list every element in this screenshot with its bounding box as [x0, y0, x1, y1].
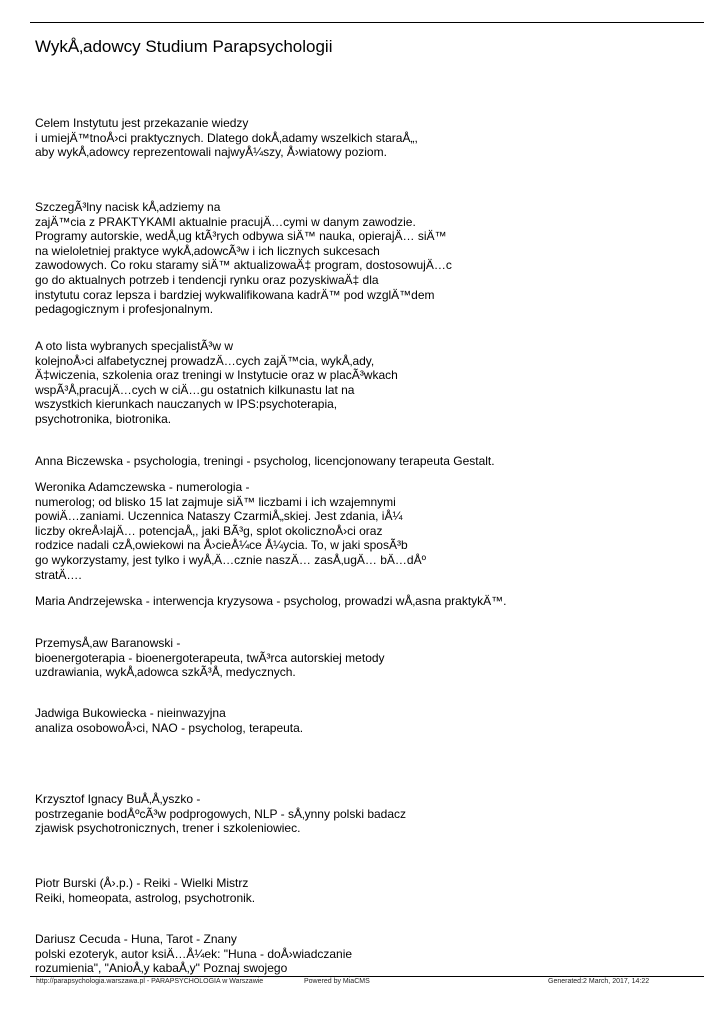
footer-powered-by: Powered by MiaCMS — [304, 978, 370, 985]
lecturer-entry — [35, 636, 385, 680]
lecturer-entry — [35, 876, 255, 905]
text-line: A oto lista wybranych specjalistÃ³w w — [35, 339, 234, 353]
top-rule — [30, 22, 704, 23]
text-line: Maria Andrzejewska - interwencja kryzysowa - psycholog, prowadzi wÅ‚asna praktykÄ™. — [35, 594, 507, 608]
text-line: PrzemysÅ‚aw Baranowski - — [35, 636, 181, 650]
text-line: bioenergoterapia - bioenergoterapeuta, twÃ³rca autorskiej metody — [35, 650, 385, 665]
text-line: i umiejÄ™tnoÅ›ci praktycznych. Dlatego dokÅ‚adamy wszelkich staraÅ„, — [35, 130, 418, 145]
text-line: zajÄ™cia z PRAKTYKAMI aktualnie pracujÄ…cymi w danym zawodzie. — [35, 214, 416, 229]
lecturer-entry — [35, 932, 352, 976]
lecturer-entry — [35, 792, 406, 836]
text-line: Weronika Adamczewska - numerologia - — [35, 480, 250, 494]
text-line: instytutu coraz lepsza i bardziej wykwalifikowana kadrÄ™ pod wzglÄ™dem — [35, 287, 435, 302]
text-line: polski ezoteryk, autor ksiÄ…Å¼ek: "Huna - doÅ›wiadczanie — [35, 946, 353, 961]
text-line: kolejnoÅ›ci alfabetycznej prowadzÄ…cych zajÄ™cia, wykÅ‚ady, — [35, 353, 375, 368]
intro-paragraph — [35, 116, 418, 160]
text-line: Reiki, homeopata, astrolog, psychotronik. — [35, 890, 256, 905]
text-line: aby wykÅ‚adowcy reprezentowali najwyÅ¼szy, Å›wiatowy poziom. — [35, 145, 387, 160]
text-line: Celem Instytutu jest przekazanie wiedzy — [35, 116, 249, 130]
text-line: go wykorzystamy, jest tylko i wyÅ‚Ä…cznie naszÄ… zasÅ‚ugÄ… bÄ…dÅº — [35, 552, 426, 567]
text-line: Programy autorskie, wedÅ‚ug ktÃ³rych odbywa siÄ™ nauka, opierajÄ… siÄ™ — [35, 229, 447, 244]
text-line: liczby okreÅ›lajÄ… potencjaÅ‚, jaki BÃ³g, splot okolicznoÅ›ci oraz — [35, 523, 383, 538]
text-line: analiza osobowoÅ›ci, NAO - psycholog, terapeuta. — [35, 720, 304, 735]
text-line: rozumienia", "AnioÅ‚y kabaÅ‚y" Poznaj swojego — [35, 961, 288, 976]
text-line: psychotronika, biotronika. — [35, 411, 172, 426]
footer-source-link[interactable]: http://parapsychologia.warszawa.pl - PARAPSYCHOLOGIA w Warszawie — [36, 978, 264, 985]
text-line: go do aktualnych potrzeb i tendencji rynku oraz pozyskiwaÄ‡ dla — [35, 272, 379, 287]
lecturer-entry — [35, 594, 507, 609]
text-line: powiÄ…zaniami. Uczennica Nataszy CzarmiÅ„skiej. Jest zdania, iÅ¼ — [35, 509, 403, 524]
text-line: na wieloletniej praktyce wykÅ‚adowcÃ³w i ich licznych sukcesach — [35, 243, 380, 258]
text-line: wszystkich kierunkach nauczanych w IPS:psychoterapia, — [35, 397, 338, 412]
text-line: zawodowych. Co roku staramy siÄ™ aktualizowaÄ‡ program, dostosowujÄ…c — [35, 258, 452, 273]
text-line: postrzeganie bodÅºcÃ³w podprogowych, NLP - sÅ‚ynny polski badacz — [35, 806, 407, 821]
lecturer-entry — [35, 454, 495, 469]
text-line: wspÃ³Å‚pracujÄ…cych w ciÄ…gu ostatnich kilkunastu lat na — [35, 382, 355, 397]
text-line: Piotr Burski (Å›.p.) - Reiki - Wielki Mistrz — [35, 876, 249, 890]
text-line: Jadwiga Bukowiecka - nieinwazyjna — [35, 706, 226, 720]
text-line: Ä‡wiczenia, szkolenia oraz treningi w Instytucie oraz w placÃ³wkach — [35, 368, 398, 383]
text-line: pedagogicznym i profesjonalnym. — [35, 302, 214, 317]
footer-generated-date: Generated:2 March, 2017, 14:22 — [548, 978, 650, 985]
list-intro-paragraph — [35, 339, 398, 427]
text-line: numerolog; od blisko 15 lat zajmuje siÄ™ liczbami i ich wzajemnymi — [35, 494, 396, 509]
text-line: Krzysztof Ignacy BuÅ‚Å‚yszko - — [35, 792, 201, 806]
lecturer-entry — [35, 706, 303, 735]
text-line: zjawisk psychotronicznych, trener i szkoleniowiec. — [35, 821, 301, 836]
text-line: stratÄ…. — [35, 567, 82, 582]
text-line: Anna Biczewska - psychologia, treningi - psycholog, licencjonowany terapeuta Gestalt. — [35, 454, 495, 468]
lecturer-entry — [35, 480, 426, 582]
text-line: uzdrawiania, wykÅ‚adowca szkÃ³Å‚ medycznych. — [35, 665, 296, 680]
text-line: SzczegÃ³lny nacisk kÅ‚adziemy na — [35, 200, 221, 214]
page-title: WykÅ‚adowcy Studium Parapsychologii — [35, 37, 333, 56]
text-line: Dariusz Cecuda - Huna, Tarot - Znany — [35, 932, 237, 946]
practice-paragraph — [35, 200, 452, 317]
text-line: rodzice nadali czÅ‚owiekowi na Å›cieÅ¼ce Å¼ycia. To, w jaki sposÃ³b — [35, 538, 408, 553]
